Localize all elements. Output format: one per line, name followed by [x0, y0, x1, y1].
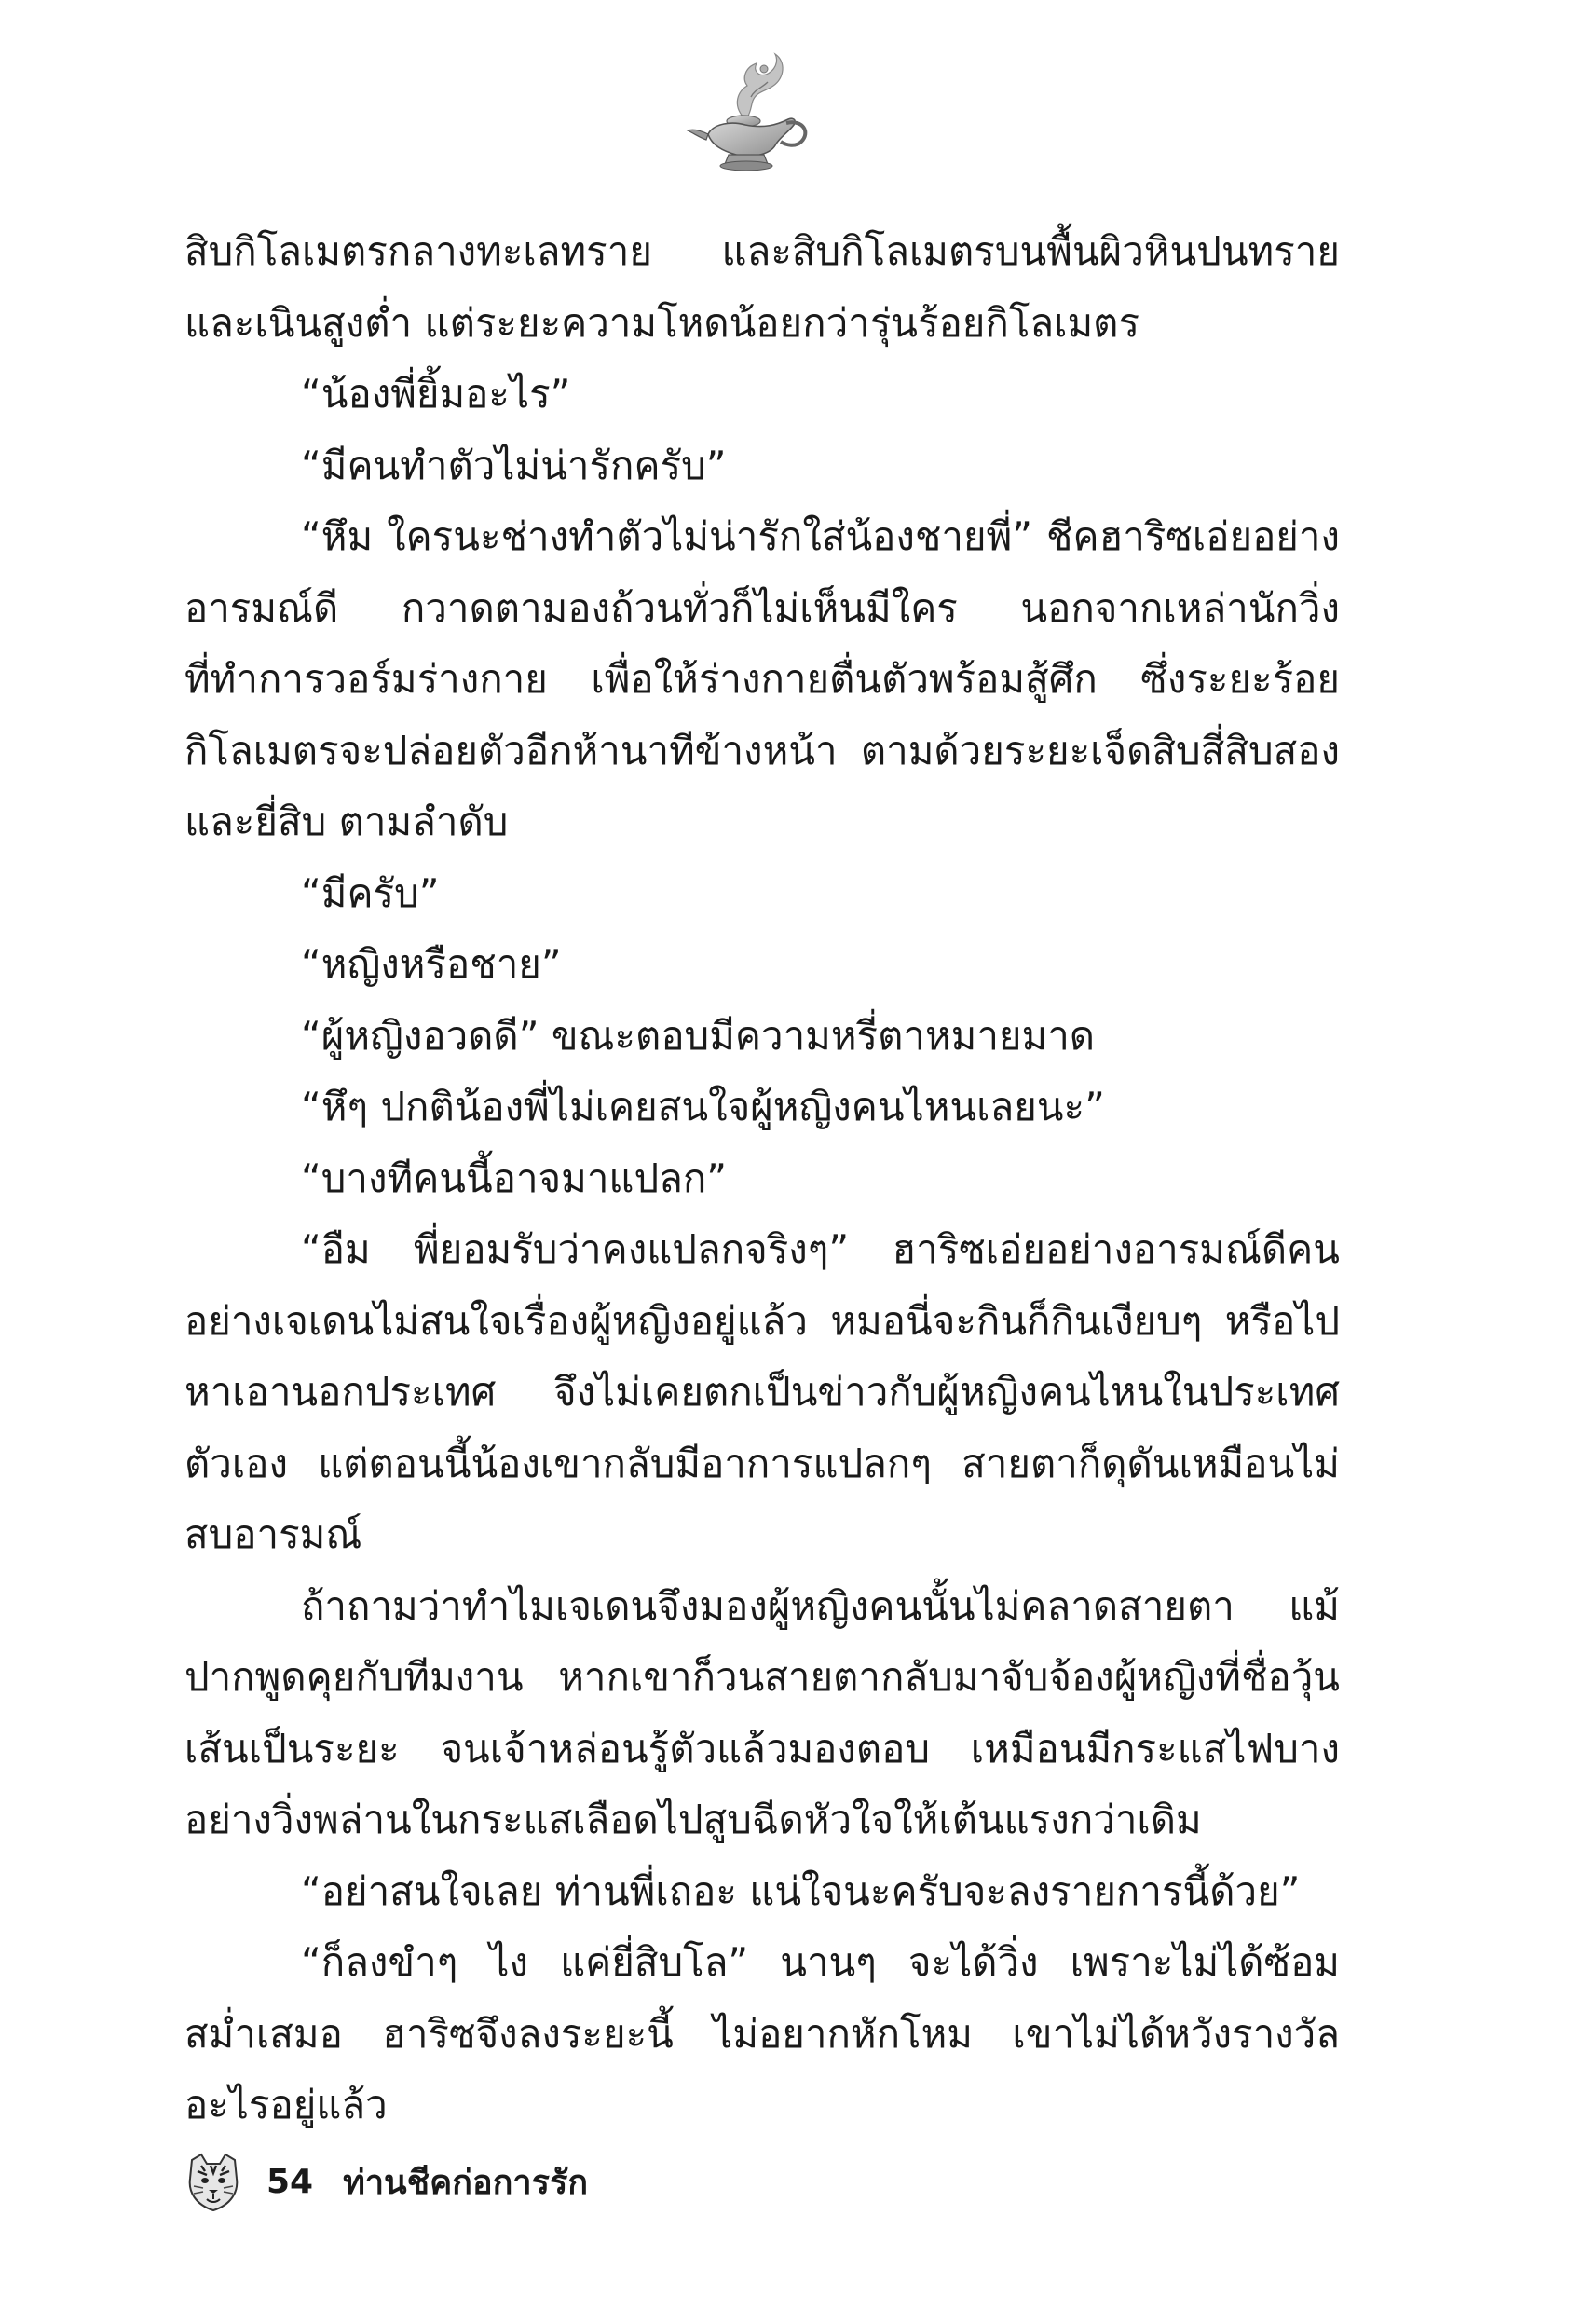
paragraph: “หญิงหรือชาย”	[301, 941, 562, 987]
page-number: 54	[266, 2162, 314, 2201]
paragraph: “มีครับ”	[301, 869, 440, 916]
paragraph: “หึม ใครนะช่างทำตัวไม่น่ารักใส่น้องชายพี่” ชีคฮาริซเอ่ยอย่างอารมณ์ดี กวาดตามองถ้วนทั่วก็ไม่เห็นมีใคร นอกจากเหล่านักวิ่งที่ทำการวอร์มร่างกาย เพื่อให้ร่างกายตื่นตัวพร้อมสู้ศึก ซึ่งระยะร้อยกิโลเมตรจะปล่อยตัวอีกห้านาทีข้างหน้า ตามด้วยระยะเจ็ดสิบสี่สิบสอง และยี่สิบ ตามลำดับ	[184, 513, 1340, 844]
tiger-head-icon	[184, 2151, 242, 2212]
paragraph: “ผู้หญิงอวดดี” ขณะตอบมีความหรี่ตาหมายมาด	[301, 1012, 1096, 1059]
paragraph: “อย่าสนใจเลย ท่านพี่เถอะ แน่ใจนะครับจะลงรายการนี้ด้วย”	[301, 1867, 1301, 1914]
paragraph: สิบกิโลเมตรกลางทะเลทราย และสิบกิโลเมตรบนพื้นผิวหินปนทราย และเนินสูงต่ำ แต่ระยะความโหดน้อยกว่ารุ่นร้อยกิโลเมตร	[184, 228, 1340, 346]
genie-lamp-icon	[686, 48, 816, 179]
page-footer	[184, 2149, 588, 2214]
paragraph: “บางทีคนนี้อาจมาแปลก”	[301, 1155, 728, 1201]
body-text	[184, 216, 1340, 2141]
paragraph: “หึๆ ปกติน้องพี่ไม่เคยสนใจผู้หญิงคนไหนเลยนะ”	[301, 1084, 1105, 1129]
paragraph: “อืม พี่ยอมรับว่าคงแปลกจริงๆ” ฮาริซเอ่ยอย่างอารมณ์ดีคนอย่างเจเดนไม่สนใจเรื่องผู้หญิงอยู่แล้ว หมอนี่จะกินก็กินเงียบๆ หรือไปหาเอานอกประเทศ จึงไม่เคยตกเป็นข่าวกับผู้หญิงคนไหนในประเทศตัวเอง แต่ตอนนี้น้องเขากลับมีอาการแปลกๆ สายตาก็ดุดันเหมือนไม่สบอารมณ์	[184, 1226, 1340, 1557]
paragraph: “มีคนทำตัวไม่น่ารักครับ”	[301, 442, 727, 488]
paragraph: ถ้าถามว่าทำไมเจเดนจึงมองผู้หญิงคนนั้นไม่คลาดสายตา แม้ปากพูดคุยกับทีมงาน หากเขาก็วนสายตากลับมาจับจ้องผู้หญิงที่ชื่อวุ้นเส้นเป็นระยะ จนเจ้าหล่อนรู้ตัวแล้วมองตอบ เหมือนมีกระแสไฟบางอย่างวิ่งพล่านในกระแสเลือดไปสูบฉีดหัวใจให้เต้นแรงกว่าเดิม	[184, 1582, 1340, 1842]
paragraph: “ก็ลงขำๆ ไง แค่ยี่สิบโล” นานๆ จะได้วิ่ง เพราะไม่ได้ซ้อมสม่ำเสมอ ฮาริซจึงลงระยะนี้ ไม่อยากหักโหม เขาไม่ได้หวังรางวัลอะไรอยู่แล้ว	[184, 1939, 1340, 2127]
book-title: ท่านชีคก่อการรัก	[343, 2163, 589, 2202]
paragraph: “น้องพี่ยิ้มอะไร”	[301, 371, 571, 417]
